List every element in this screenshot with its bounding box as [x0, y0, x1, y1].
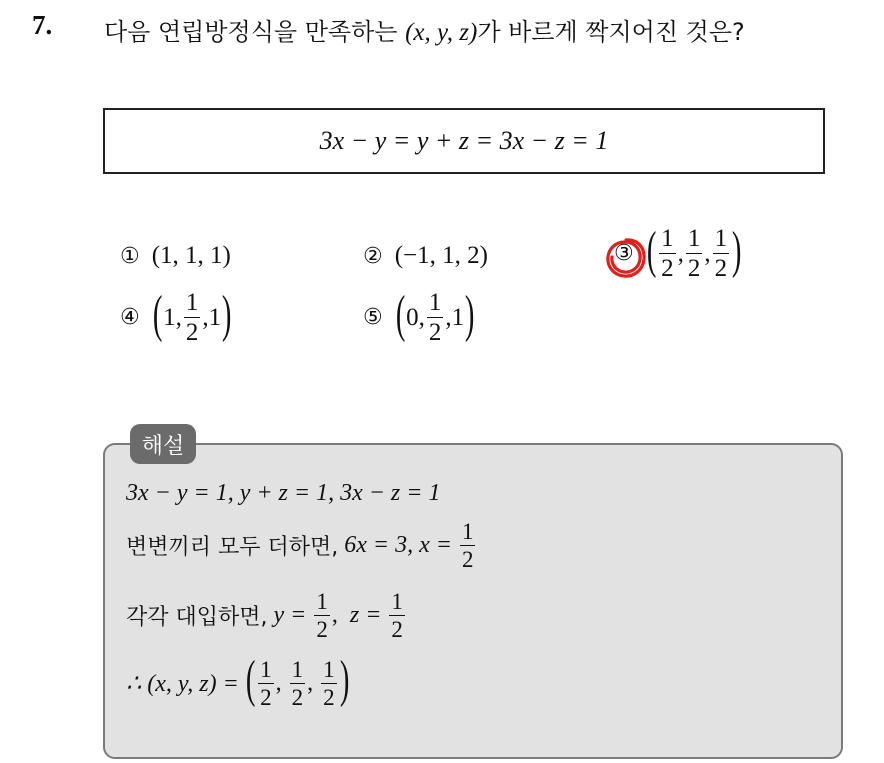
choice-5[interactable]: ⑤ ( 0, $\frac{1}{2}$ ,1 ) [363, 285, 475, 346]
choice-4-frac: $\frac{1}{2}$ [185, 289, 199, 346]
choice-1-number: ① [120, 243, 140, 269]
choice-3-number: ③ [614, 241, 634, 266]
equation: 3x − y = y + z = 3x − z = 1 [319, 126, 609, 155]
solution-line-3-frac-y: $\frac{1}{2}$ [316, 589, 328, 642]
choice-5-frac: $\frac{1}{2}$ [428, 289, 442, 346]
question-number: 7. [32, 10, 53, 40]
solution-line-3: 각각 대입하면, y = $\frac{1}{2}$ , z = $\frac{1}{2}$ [126, 589, 403, 642]
question-text-after: 가 바르게 짝지어진 것은? [477, 18, 745, 46]
choice-2[interactable] [363, 242, 488, 270]
solution-line-4: ∴ (x, y, z) = ( $\frac{1}{2}$ , $\frac{1}{2}$ , $\frac{1}{2}$ ) [126, 651, 350, 710]
solution-tag: 해설 [130, 424, 196, 464]
choice-1[interactable] [120, 242, 231, 270]
solution-line-1: 3x − y = 1, y + z = 1, 3x − z = 1 [126, 480, 441, 506]
question-text-math: (x, y, z) [405, 19, 478, 46]
choice-3-frac-3: $\frac{1}{2}$ [714, 225, 728, 282]
solution-line-2: 변변끼리 모두 더하면, 6x = 3, x = $\frac{1}{2}$ [126, 519, 474, 572]
solution-line-2-frac: $\frac{1}{2}$ [461, 519, 474, 572]
question-text [104, 12, 745, 47]
solution-line-4-frac-2: $\frac{1}{2}$ [291, 656, 304, 710]
choice-3[interactable]: ③ ( $\frac{1}{2}$ , $\frac{1}{2}$ , $\frac{1}{2}$ ) [614, 221, 742, 282]
choice-3-rparen: ) [731, 221, 742, 279]
solution-line-4-frac-1: $\frac{1}{2}$ [260, 656, 272, 710]
choice-4[interactable]: ④ ( 1, $\frac{1}{2}$ ,1 ) [120, 285, 232, 346]
choice-3-frac-2: $\frac{1}{2}$ [687, 225, 701, 282]
choice-2-value: (−1, 1, 2) [394, 242, 488, 269]
choice-1-value: (1, 1, 1) [151, 242, 231, 269]
choice-3-frac-1: $\frac{1}{2}$ [661, 225, 674, 282]
equation-box [103, 108, 825, 174]
choice-3-lparen: ( [646, 221, 657, 279]
choice-2-number: ② [363, 243, 383, 269]
solution-line-3-frac-z: $\frac{1}{2}$ [391, 589, 403, 642]
question-text-before: 다음 연립방정식을 만족하는 [104, 18, 398, 46]
choice-5-number: ⑤ [363, 305, 383, 330]
solution-line-4-frac-3: $\frac{1}{2}$ [323, 656, 335, 710]
choice-4-number: ④ [120, 305, 140, 330]
